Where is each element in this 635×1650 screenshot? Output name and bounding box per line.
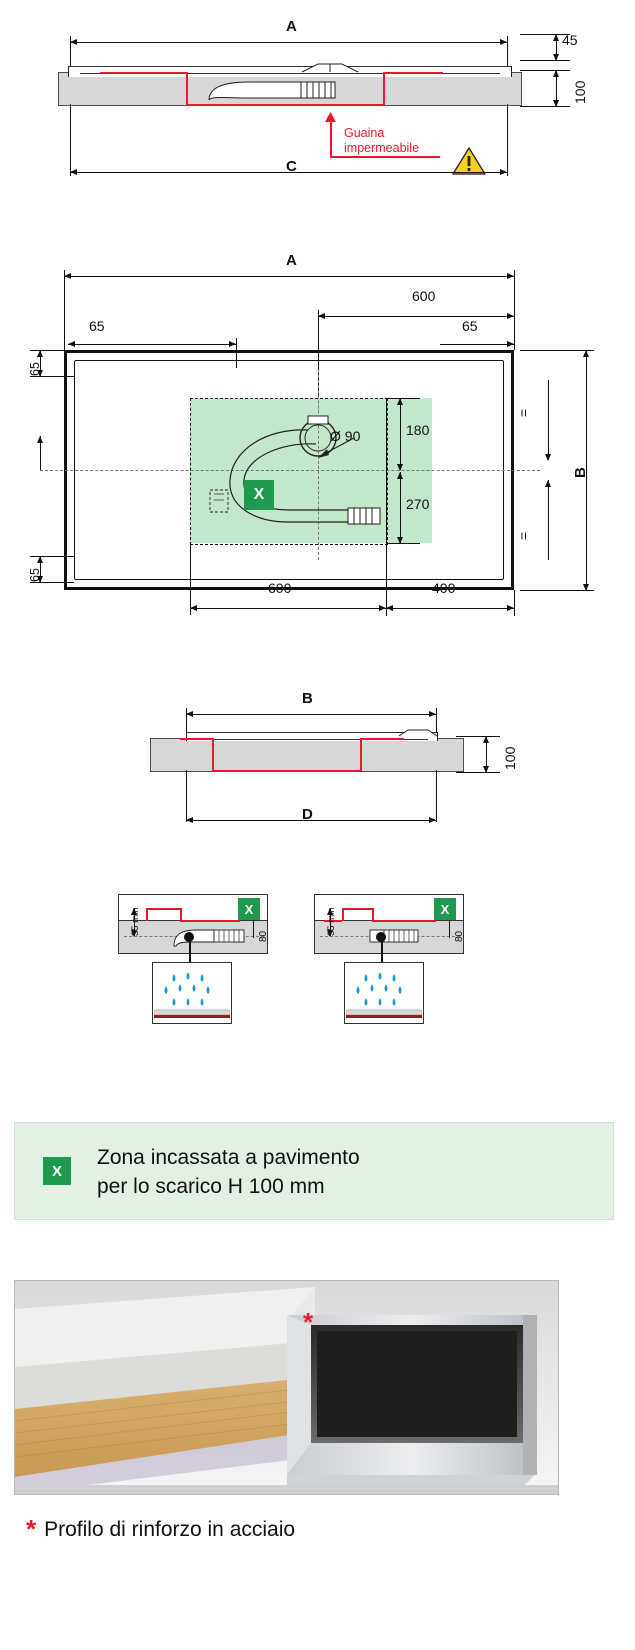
- legend-box: [14, 1122, 614, 1220]
- dim-100-bottom: 100: [502, 746, 518, 770]
- section-transversal: [0, 680, 635, 850]
- water-spray-icon-1: [154, 964, 230, 1022]
- detail-blocks: [0, 880, 635, 1090]
- detail-1: [118, 880, 268, 1080]
- photo-marker-star: *: [303, 1307, 314, 1337]
- dim-65-right: 65: [462, 318, 478, 334]
- dim-label-D: D: [302, 806, 313, 823]
- equal-mark-bottom: =: [516, 531, 533, 541]
- legend-line-2: per lo scarico H 100 mm: [97, 1175, 325, 1198]
- dim-diameter-90: Ø 90: [330, 428, 361, 444]
- legend-badge-x-label: X: [51, 1162, 62, 1180]
- siphon-detail-1: [170, 924, 250, 948]
- water-spray-icon-2: [346, 964, 422, 1022]
- detail-1-dim-80: 80: [258, 930, 269, 942]
- dim-270: 270: [406, 496, 430, 512]
- siphon-drawing-plan: [196, 410, 396, 538]
- caption-text: Profilo di rinforzo in acciaio: [44, 1518, 296, 1541]
- dim-label-B-plan: B: [572, 467, 589, 478]
- waterproof-callout: [344, 126, 419, 156]
- caption-star: *: [26, 1514, 37, 1544]
- dim-label-A-top: A: [286, 18, 297, 35]
- photo-caption: [26, 1512, 296, 1544]
- siphon-drawing-top: [205, 76, 355, 104]
- drain-grate-icon: [300, 62, 360, 74]
- detail-2-dim-80: 80: [454, 930, 465, 942]
- dim-600-top: 600: [412, 288, 436, 304]
- section-longitudinal: [0, 0, 635, 200]
- legend-text: [97, 1143, 360, 1201]
- detail-2-dim-35: 35 min: [326, 907, 337, 936]
- zone-badge-x-plan-label: X: [253, 486, 265, 503]
- callout-arrow-icon: [325, 112, 336, 122]
- photo-block: [14, 1280, 559, 1640]
- dim-label-C: C: [286, 158, 297, 175]
- detail-2: [314, 880, 464, 1080]
- plan-view: [0, 240, 635, 650]
- drain-grate-icon-2: [398, 728, 438, 738]
- reinforcement-profile-photo: [14, 1280, 559, 1495]
- legend-line-1: Zona incassata a pavimento: [97, 1146, 360, 1169]
- callout-line-2: impermeabile: [344, 141, 420, 155]
- detail-1-dim-35: 35 min: [130, 907, 141, 936]
- dim-65-bottom-left: 65: [28, 568, 42, 582]
- dim-100-top: 100: [572, 80, 588, 104]
- dim-65-left: 65: [89, 318, 105, 334]
- dim-600-bottom: 600: [268, 580, 292, 596]
- detail-1-badge-label: X: [244, 901, 254, 917]
- dim-45: 45: [562, 32, 578, 48]
- detail-2-badge-label: X: [440, 901, 450, 917]
- dim-180: 180: [406, 422, 430, 438]
- dim-65-top-left: 65: [28, 362, 42, 376]
- dim-400: 400: [432, 580, 456, 596]
- dim-label-A-plan: A: [286, 252, 297, 269]
- dim-label-B-section: B: [302, 690, 313, 707]
- diameter-leader-line: [318, 436, 356, 460]
- callout-line-1: Guaina: [344, 126, 385, 140]
- equal-mark-top: =: [516, 408, 533, 418]
